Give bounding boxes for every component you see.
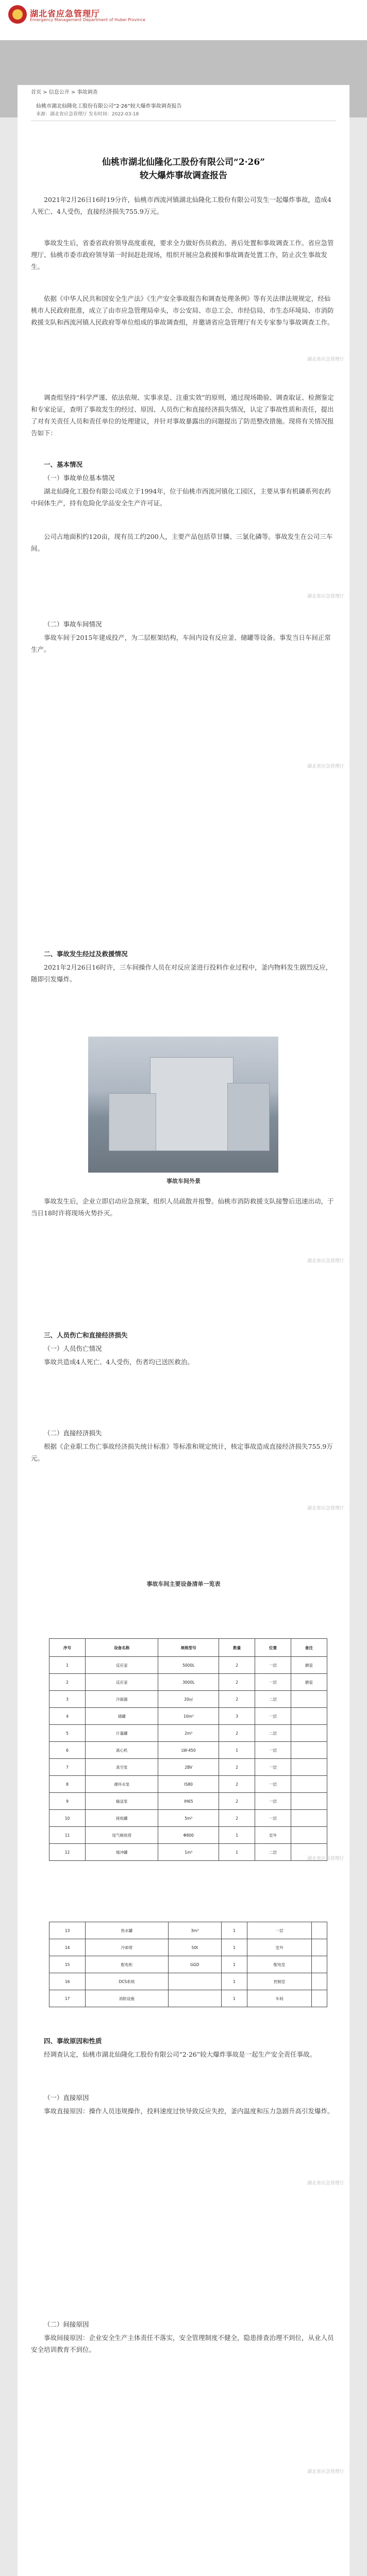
article-meta: 来源：湖北省应急管理厅 发布时间：2022-03-18 (36, 112, 139, 117)
table-cell: 热水罐 (86, 1922, 168, 1939)
table-cell: GGD (168, 1956, 222, 1973)
subsection-heading: （二）间接原因 (44, 2320, 89, 2328)
table-cell: 2 (49, 1674, 86, 1691)
table-cell: 搪瓷 (291, 1674, 327, 1691)
table-cell (291, 1725, 327, 1742)
table-cell (291, 1759, 327, 1776)
table-cell: 3000L (158, 1674, 219, 1691)
table-cell: 1 (49, 1657, 86, 1674)
table-cell (291, 1691, 327, 1708)
table-cell: 1 (222, 1956, 247, 1973)
table-cell: 1 (219, 1827, 255, 1844)
table-cell: 14 (49, 1939, 86, 1956)
watermark: 湖北省应急管理厅 (307, 594, 345, 599)
table-cell: 室外 (247, 1939, 312, 1956)
section-heading: 二、事故发生经过及救援情况 (44, 950, 128, 958)
table-cell: 20㎡ (158, 1691, 219, 1708)
paragraph: 2021年2月26日16时19分许，仙桃市西流河镇湖北仙隆化工股份有限公司发生一起爆炸事故，造成4人死亡、4人受伤，直接经济损失755.9万元。 (31, 196, 331, 215)
table-row (49, 1759, 327, 1776)
table-cell: 10m³ (158, 1708, 219, 1725)
table-cell: 一层 (255, 1708, 291, 1725)
article-title-line2: 较大爆炸事故调查报告 (140, 171, 227, 181)
table-cell (168, 1990, 222, 2007)
watermark: 湖北省应急管理厅 (307, 2181, 345, 2186)
table-row (49, 1708, 327, 1725)
table-row (49, 1742, 327, 1759)
watermark: 湖北省应急管理厅 (307, 1506, 345, 1511)
table-cell: 车间 (247, 1990, 312, 2007)
table-cell: 冷却塔 (86, 1939, 168, 1956)
table-cell (312, 1922, 327, 1939)
watermark: 湖北省应急管理厅 (307, 1259, 345, 1264)
subsection-heading: （一）人员伤亡情况 (44, 1345, 102, 1352)
paragraph: 公司占地面积约120亩，现有员工约200人，主要产品包括草甘膦、三氯化磷等。事故发生在公司三车间。 (31, 533, 333, 552)
article-title-line1: 仙桃市湖北仙隆化工股份有限公司“2·26” (102, 157, 265, 167)
table-cell: 1 (222, 1939, 247, 1956)
paragraph: 经调查认定，仙桃市湖北仙隆化工股份有限公司“2·26”较大爆炸事故是一起生产安全责任事故。 (44, 2050, 316, 2058)
table-cell: 尾气吸收塔 (85, 1827, 158, 1844)
table-row (49, 1657, 327, 1674)
table-cell (291, 1810, 327, 1827)
table-row (49, 1725, 327, 1742)
table-row (49, 1922, 327, 1939)
table-cell: 6 (49, 1742, 86, 1759)
table-cell: 离心机 (85, 1742, 158, 1759)
table-cell: 5000L (158, 1657, 219, 1674)
table-cell: 10 (49, 1810, 86, 1827)
table-row (49, 1674, 327, 1691)
table-cell: 一层 (255, 1759, 291, 1776)
table-cell (312, 1990, 327, 2007)
table-cell: 3 (219, 1708, 255, 1725)
table-header-cell: 备注 (291, 1639, 327, 1657)
table-cell: 反应釜 (85, 1674, 158, 1691)
table-cell: 1 (219, 1844, 255, 1861)
table-cell: 一层 (255, 1793, 291, 1810)
table-cell: 2 (219, 1793, 255, 1810)
subsection-heading: （二）直接经济损失 (44, 1429, 102, 1437)
paragraph: 事故共造成4人死亡、4人受伤，伤者均已送医救治。 (44, 1358, 194, 1366)
table-row (49, 1973, 327, 1990)
section-heading: 三、人员伤亡和直接经济损失 (44, 1331, 128, 1339)
table-cell: 15 (49, 1956, 86, 1973)
table-cell: 8 (49, 1776, 86, 1793)
table-cell: 16 (49, 1973, 86, 1990)
table-cell (312, 1973, 327, 1990)
emblem-icon[interactable] (8, 5, 27, 24)
table-cell: 2 (219, 1674, 255, 1691)
table-cell: 3 (49, 1691, 86, 1708)
table-cell: 一层 (255, 1776, 291, 1793)
table-cell: 输送泵 (85, 1793, 158, 1810)
table-row (49, 1793, 327, 1810)
table-row (49, 1691, 327, 1708)
table-cell: 1 (222, 1973, 247, 1990)
watermark: 湖北省应急管理厅 (307, 2469, 345, 2475)
paragraph: 事故间接原因：企业安全生产主体责任不落实，安全管理制度不健全，隐患排查治理不到位，从业人员安全培训教育不到位。 (31, 2334, 334, 2353)
table-cell: 一层 (247, 1922, 312, 1939)
table-cell: 配电柜 (86, 1956, 168, 1973)
paragraph: 湖北仙隆化工股份有限公司成立于1994年，位于仙桃市西流河镇化工园区，主要从事有机磷系列农药中间体生产，持有危险化学品安全生产许可证。 (31, 487, 331, 507)
table-cell (291, 1827, 327, 1844)
paragraph: 事故发生后，企业立即启动应急预案，组织人员疏散并报警。仙桃市消防救援支队接警后迅速出动，于当日18时许将现场火势扑灭。 (31, 1197, 334, 1217)
table-cell: 二层 (255, 1691, 291, 1708)
table-cell (291, 1742, 327, 1759)
table-cell: 3m³ (168, 1922, 222, 1939)
table-cell: 7 (49, 1759, 86, 1776)
subsection-heading: （二）事故车间情况 (44, 620, 102, 628)
table-cell: IH65 (158, 1793, 219, 1810)
table-cell: 2BV (158, 1759, 219, 1776)
table-header-cell: 规格型号 (158, 1639, 219, 1657)
table-cell: 室外 (255, 1827, 291, 1844)
table-cell: 50t (168, 1939, 222, 1956)
table-cell: 一层 (255, 1810, 291, 1827)
photo-caption: 事故车间外景 (166, 1178, 201, 1184)
site-header (0, 0, 367, 40)
table-caption: 事故车间主要设备清单一览表 (146, 1581, 221, 1587)
table-row (49, 1776, 327, 1793)
table-cell: 2 (219, 1657, 255, 1674)
table-cell: 2 (219, 1691, 255, 1708)
table-cell: 接收罐 (85, 1810, 158, 1827)
table-cell: 缓冲罐 (85, 1844, 158, 1861)
table-row (49, 1956, 327, 1973)
table-cell: 冷凝器 (85, 1691, 158, 1708)
table-cell: IS80 (158, 1776, 219, 1793)
paragraph: 根据《企业职工伤亡事故经济损失统计标准》等标准和规定统计，核定事故造成直接经济损失755.9万元。 (31, 1443, 333, 1462)
table-cell (168, 1973, 222, 1990)
table-cell: 循环水泵 (85, 1776, 158, 1793)
paragraph: 依据《中华人民共和国安全生产法》《生产安全事故报告和调查处理条例》等有关法律法规规定，经仙桃市人民政府批准，成立了由市应急管理局牵头，市公安局、市总工会、市经信局、市生态环境局、市消防救援支队和西流河镇人民政府等单位组成的事故调查组，并邀请省应急管理厅有关专家参与事故调查工作。 (31, 295, 334, 326)
table-cell (312, 1939, 327, 1956)
table-header-cell: 位置 (255, 1639, 291, 1657)
subsection-heading: （一）事故单位基本情况 (44, 474, 115, 482)
watermark: 湖北省应急管理厅 (307, 1856, 345, 1861)
table-cell: Φ800 (158, 1827, 219, 1844)
table-cell (291, 1776, 327, 1793)
table-cell: 1m³ (158, 1844, 219, 1861)
breadcrumb[interactable]: 首页 > 信息公开 > 事故调查 (31, 90, 98, 95)
table-cell: 17 (49, 1990, 86, 2007)
equipment-table (49, 1638, 327, 1861)
table-cell: DCS系统 (86, 1973, 168, 1990)
table-cell: 9 (49, 1793, 86, 1810)
table-row (49, 1939, 327, 1956)
table-cell: 配电室 (247, 1956, 312, 1973)
subsection-heading: （一）直接原因 (44, 2094, 89, 2102)
table-cell: 反应釜 (85, 1657, 158, 1674)
paragraph: 事故直接原因：操作人员违规操作，投料速度过快导致反应失控，釜内温度和压力急剧升高引发爆炸。 (44, 2107, 334, 2115)
article-list-title: 仙桃市湖北仙隆化工股份有限公司“2·26”较大爆炸事故调查报告 (36, 104, 182, 109)
table-cell (312, 1956, 327, 1973)
workshop-photo (88, 1037, 278, 1173)
table-cell: 一层 (255, 1742, 291, 1759)
table-cell: 2 (219, 1776, 255, 1793)
table-cell: 一层 (255, 1674, 291, 1691)
table-cell: 二层 (255, 1844, 291, 1861)
table-row (49, 1827, 327, 1844)
table-cell (291, 1793, 327, 1810)
table-header-cell: 数量 (219, 1639, 255, 1657)
table-cell (291, 1708, 327, 1725)
paragraph: 2021年2月26日16时许，三车间操作人员在对反应釜进行投料作业过程中，釜内物料发生剧烈反应，随即引发爆炸。 (31, 963, 332, 983)
table-cell: 二层 (255, 1725, 291, 1742)
section-heading: 四、事故原因和性质 (44, 2037, 102, 2045)
table-cell: 4 (49, 1708, 86, 1725)
table-cell: 计量罐 (85, 1725, 158, 1742)
watermark: 湖北省应急管理厅 (307, 357, 345, 362)
table-row (49, 1810, 327, 1827)
table-cell: 2 (219, 1759, 255, 1776)
table-row (49, 1990, 327, 2007)
table-cell: 5 (49, 1725, 86, 1742)
table-cell: 控制室 (247, 1973, 312, 1990)
table-cell: 1 (222, 1990, 247, 2007)
table-cell: 5m³ (158, 1810, 219, 1827)
table-cell: 搪瓷 (291, 1657, 327, 1674)
table-cell: 11 (49, 1827, 86, 1844)
table-cell: 1 (222, 1922, 247, 1939)
section-heading: 一、基本情况 (44, 461, 83, 468)
table-cell: 一层 (255, 1657, 291, 1674)
table-cell: 2 (219, 1725, 255, 1742)
table-cell: 2m³ (158, 1725, 219, 1742)
table-row (49, 1844, 327, 1861)
site-subtitle: Emergency Management Department of Hubei Province (30, 18, 146, 22)
table-cell: 真空泵 (85, 1759, 158, 1776)
paragraph: 调查组坚持“科学严谨、依法依规、实事求是、注重实效”的原则，通过现场勘验、调查取证、检测鉴定和专家论证，查明了事故发生的经过、原因、人员伤亡和直接经济损失情况，认定了事故性质和责任，提出了对有关责任人员和责任单位的处理建议，并针对事故暴露出的问题提出了防范整改措施。现将有关情况报告如下： (31, 394, 334, 437)
table-cell: 1 (219, 1742, 255, 1759)
table-header-cell: 设备名称 (85, 1639, 158, 1657)
site-name[interactable]: 湖北省应急管理厅 (30, 9, 101, 19)
table-cell: 2 (219, 1810, 255, 1827)
paragraph: 事故发生后，省委省政府领导高度重视，要求全力做好伤员救治、善后处置和事故调查工作。省应急管理厅、仙桃市委市政府领导第一时间赶赴现场，组织开展应急救援和事故调查处置工作，防止次生事故发生。 (31, 239, 334, 270)
table-cell: 储罐 (85, 1708, 158, 1725)
watermark: 湖北省应急管理厅 (307, 764, 345, 769)
table-cell: 13 (49, 1922, 86, 1939)
equipment-table-continued (49, 1922, 327, 2007)
table-cell: 12 (49, 1844, 86, 1861)
paragraph: 事故车间于2015年建成投产，为二层框架结构，车间内设有反应釜、储罐等设备。事发当日车间正常生产。 (31, 634, 331, 653)
table-cell: 消防设施 (86, 1990, 168, 2007)
table-header-cell: 序号 (49, 1639, 86, 1657)
table-cell: LW-450 (158, 1742, 219, 1759)
